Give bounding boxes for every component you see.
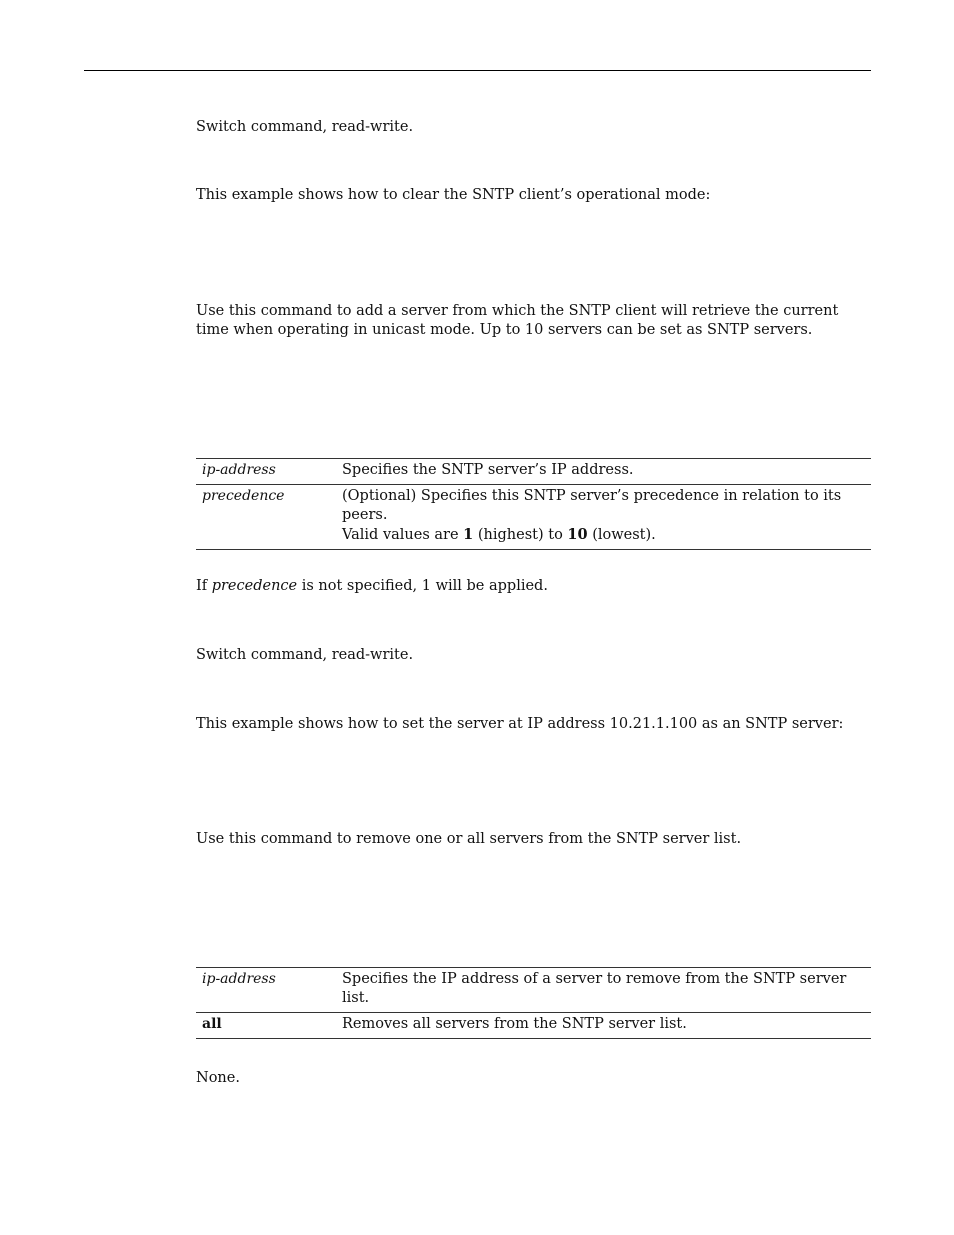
- table-row: [196, 459, 871, 485]
- param-desc-line: (Optional) Specifies this SNTP server’s precedence in relation to its peers.: [342, 488, 842, 523]
- param-desc: Specifies the SNTP server’s IP address.: [342, 462, 634, 478]
- mode-text-2: Switch command, read-write.: [196, 647, 414, 663]
- param-desc: Removes all servers from the SNTP server list.: [342, 1016, 687, 1032]
- param-name: ip-address: [202, 971, 276, 987]
- param-reference: precedence: [211, 578, 298, 594]
- header-rule: [84, 70, 871, 71]
- param-name: ip-address: [202, 462, 276, 478]
- usage-text-2: Use this command to remove one or all servers from the SNTP server list.: [196, 831, 742, 847]
- example-text-2: This example shows how to set the server at IP address 10.21.1.100 as an SNTP server:: [196, 716, 844, 732]
- param-desc: (Optional) Specifies this SNTP server’s precedence in relation to its peers. Valid values are 1 (highest) to 10 (lowest).: [342, 488, 842, 543]
- parameter-table-clear: [196, 967, 871, 1039]
- mode-text-1: Switch command, read-write.: [196, 119, 414, 135]
- param-name: precedence: [202, 488, 285, 504]
- example-text-1: This example shows how to clear the SNTP client’s operational mode:: [196, 187, 711, 203]
- param-name: all: [202, 1016, 222, 1032]
- param-desc: Specifies the IP address of a server to remove from the SNTP server list.: [342, 971, 847, 1006]
- table-row: [196, 1013, 871, 1039]
- defaults-text-2: None.: [196, 1070, 240, 1086]
- table-row: [196, 968, 871, 1013]
- defaults-text-1: If precedence is not specified, 1 will be applied.: [196, 578, 548, 594]
- table-row: [196, 485, 871, 550]
- usage-text-1: Use this command to add a server from which the SNTP client will retrieve the current time when operating in unicast mode. Up to 10 servers can be set as SNTP servers.: [196, 303, 839, 338]
- parameter-table-set: [196, 458, 871, 550]
